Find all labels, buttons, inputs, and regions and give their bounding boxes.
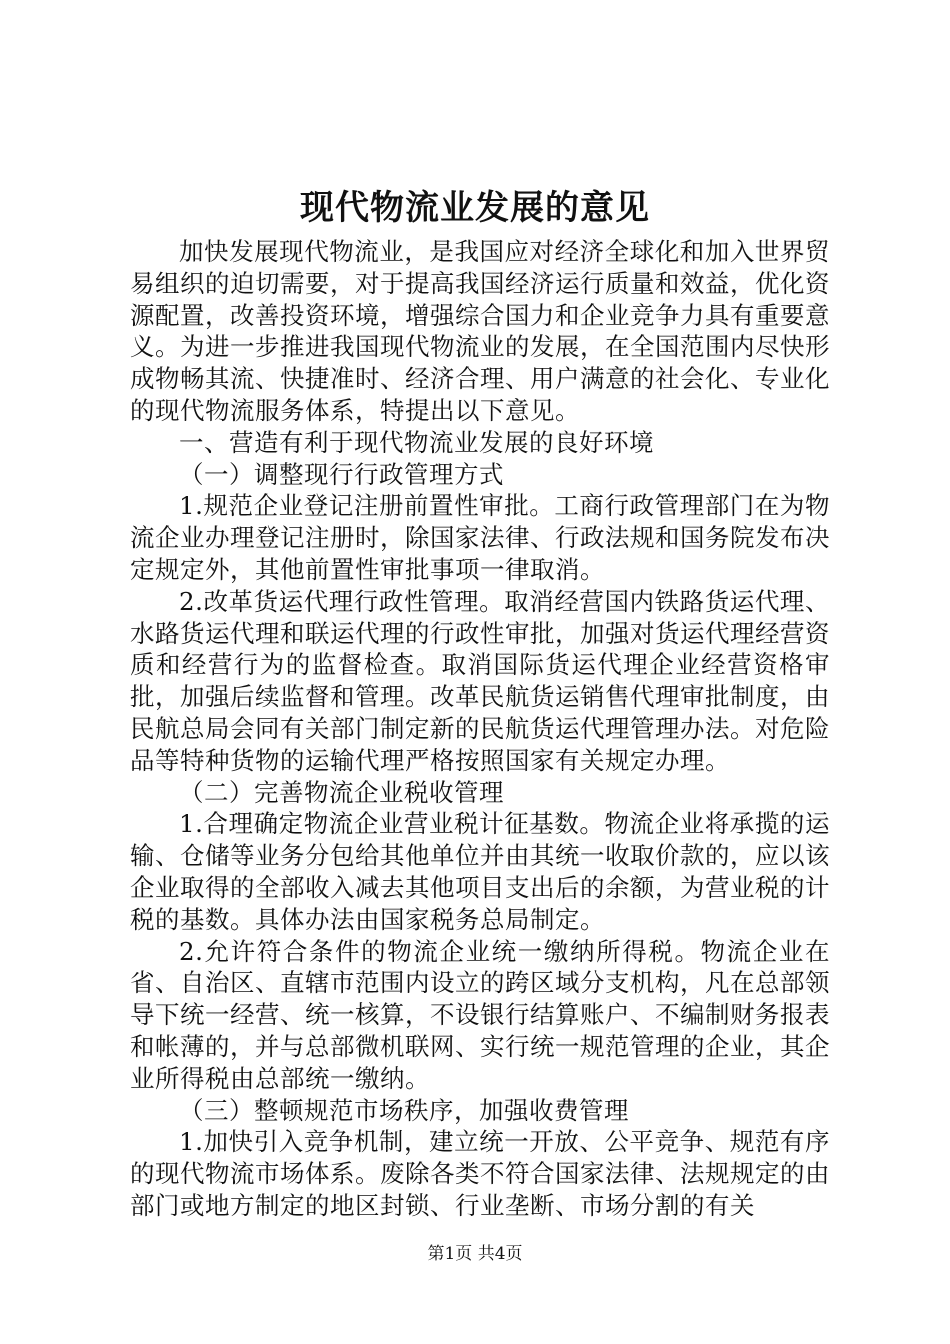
document-title: 现代物流业发展的意见: [300, 188, 650, 228]
section-heading-1: 一、营造有利于现代物流业发展的良好环境: [179, 427, 654, 457]
page-number-footer: 第1页 共4页: [427, 1244, 523, 1264]
paragraph-item: 2.改革货运代理行政性管理。取消经营国内铁路货运代理、水路货运代理和联运代理的行政性审批，加强对货运代理经营资质和经营行为的监督检查。取消国际货运代理企业经营资格审批，加强后续监督和管理。改革民航货运销售代理审批制度，由民航总局会同有关部门制定新的民航货运代理管理办法。对危险品等特种货物的运输代理严格按照国家有关规定办理。: [130, 586, 830, 775]
paragraph-item: 1.合理确定物流企业营业税计征基数。物流企业将承揽的运输、仓储等业务分包给其他单位并由其统一收取价款的，应以该企业取得的全部收入减去其他项目支出后的余额，为营业税的计税的基数。具体办法由国家税务总局制定。: [130, 809, 830, 934]
paragraph-item: 1.规范企业登记注册前置性审批。工商行政管理部门在为物流企业办理登记注册时，除国家法律、行政法规和国务院发布决定规定外，其他前置性审批事项一律取消。: [130, 491, 830, 584]
paragraph-intro: 加快发展现代物流业，是我国应对经济全球化和加入世界贸易组织的迫切需要，对于提高我国经济运行质量和效益，优化资源配置，改善投资环境，增强综合国力和企业竞争力具有重要意义。为进一步推进我国现代物流业的发展，在全国范围内尽快形成物畅其流、快捷准时、经济合理、用户满意的社会化、专业化的现代物流服务体系，特提出以下意见。: [130, 237, 830, 425]
paragraph-item: 2.允许符合条件的物流企业统一缴纳所得税。物流企业在省、自治区、直辖市范围内设立的跨区域分支机构，凡在总部领导下统一经营、统一核算，不设银行结算账户、不编制财务报表和帐薄的，并与总部微机联网、实行统一规范管理的企业，其企业所得税由总部统一缴纳。: [130, 936, 830, 1093]
document-body: [130, 236, 830, 1222]
paragraph-item: 1.加快引入竞争机制，建立统一开放、公平竞争、规范有序的现代物流市场体系。废除各类不符合国家法律、法规规定的由部门或地方制定的地区封锁、行业垄断、市场分割的有关: [130, 1127, 830, 1220]
subsection-heading-3: （三）整顿规范市场秩序，加强收费管理: [179, 1095, 629, 1125]
subsection-heading-2: （二）完善物流企业税收管理: [179, 777, 504, 807]
subsection-heading-1: （一）调整现行行政管理方式: [179, 459, 504, 489]
